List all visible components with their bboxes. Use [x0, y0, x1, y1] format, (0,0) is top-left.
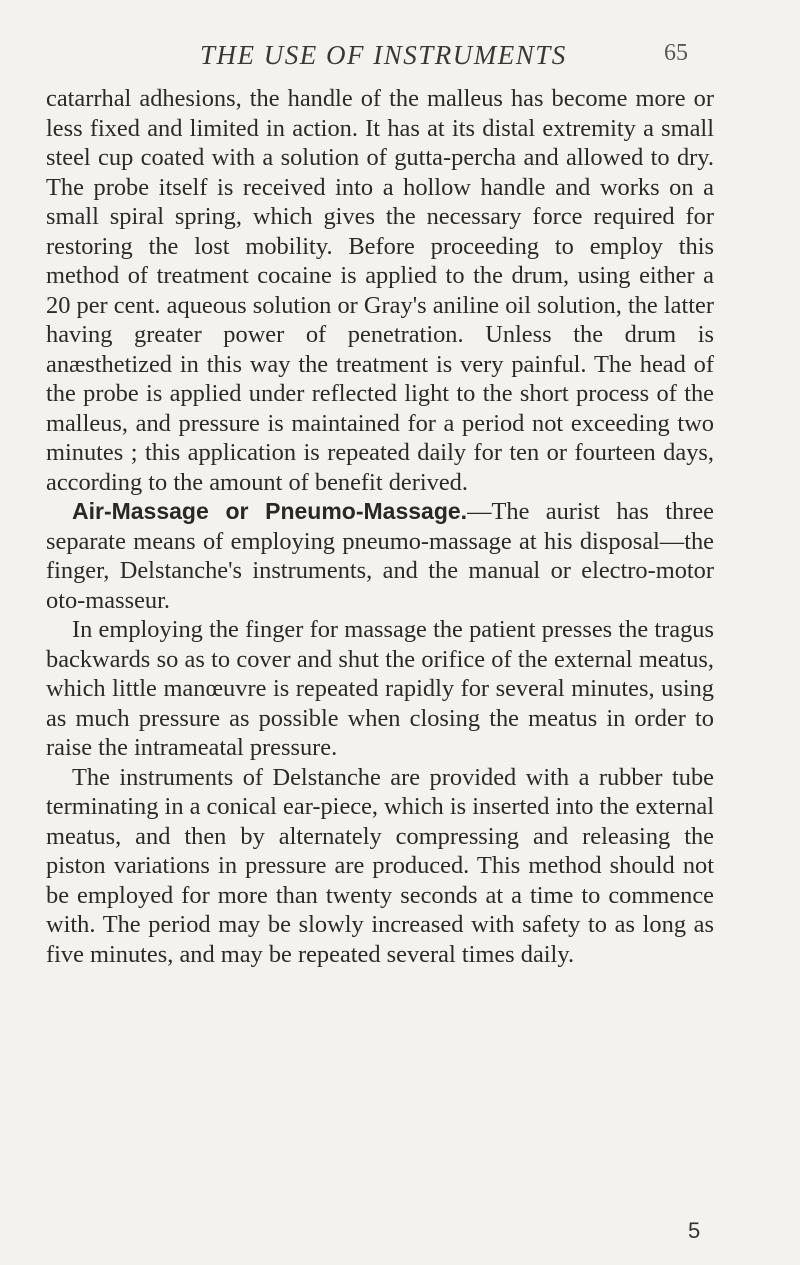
paragraph-finger-massage: In employing the finger for massage the patient presses the tragus backwards so as to cover and shut the orifice of the external meatus, which little manœuvre is repeated rapidly for several minutes, using as much pressure as possible when closing the meatus in order to raise the intrameatal pressure.: [46, 616, 714, 761]
paragraph-malleus-probe: catarrhal adhesions, the handle of the malleus has become more or less fixed and limited in action. It has at its distal extremity a small steel cup coated with a solution of gutta-percha and allowed to dry. The probe itself is received into a hollow handle and works on a small spiral spring, which gives the necessary force required for restoring the lost mobility. Before proceeding to employ this method of treatment cocaine is applied to the drum, using either a 20 per cent. aqueous solution or Gray's aniline oil solution, the latter having greater power of penetration. Unless the drum is anæsthetized in this way the treatment is very painful. The head of the probe is applied under reflected light to the short process of the malleus, and pressure is maintained for a period not exceeding two minutes ; this application is repeated daily for ten or fourteen days, according to the amount of benefit derived.: [46, 85, 714, 496]
paragraph-delstanche-instruments: The instruments of Delstanche are provided with a rubber tube terminating in a conical ear-piece, which is inserted into the external meatus, and then by alternately compressing and releasing the piston variations in pressure are produced. This method should not be employed for more than twenty seconds at a time to commence with. The period may be slowly increased with safety to as long as five minutes, and may be repeated several times daily.: [46, 763, 714, 968]
page-number: 65: [664, 40, 688, 66]
signature-mark: 5: [688, 1218, 701, 1243]
section-heading-air-massage: Air-Massage or Pneumo-Massage.: [72, 498, 468, 524]
paragraph-air-massage-text: —The aurist has three separate means of employing pneumo-massage at his disposal—the finger, Delstanche's instruments, and the manual or electro-motor oto-masseur.: [46, 498, 714, 614]
body-text: [46, 84, 714, 969]
paragraph-air-massage: [46, 497, 714, 615]
running-head-title: THE USE OF INSTRUMENTS: [200, 40, 567, 70]
running-head: [0, 40, 800, 80]
